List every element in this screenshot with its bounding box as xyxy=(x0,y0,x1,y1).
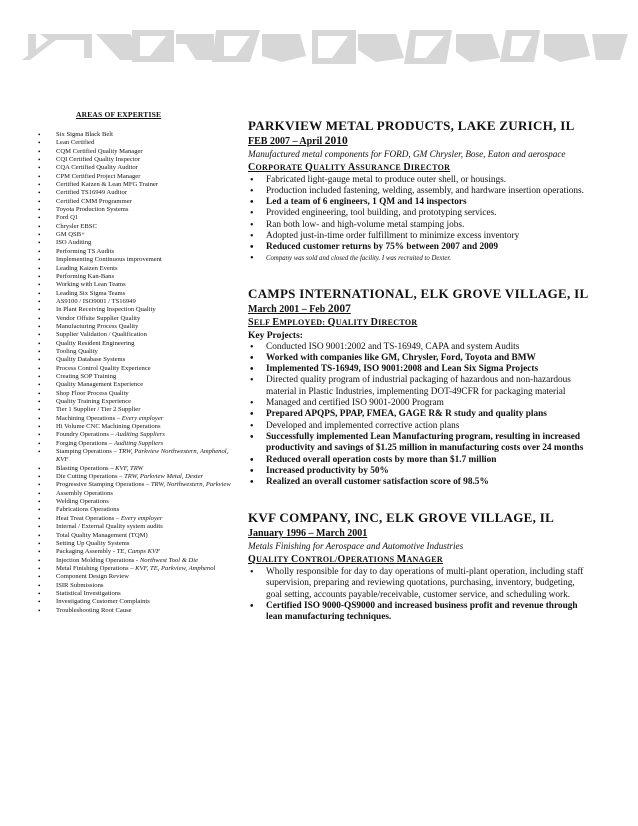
skill-item xyxy=(36,198,234,206)
employment-dates xyxy=(248,303,584,316)
skill-text: CQA Certified Quality Auditor xyxy=(56,164,138,172)
skill-text: ISIR Submissions xyxy=(56,581,104,589)
job-title-part: S xyxy=(248,316,254,328)
skill-item xyxy=(36,415,234,423)
job-title-part: SSURANCE xyxy=(355,162,404,172)
skill-employers: KVF, TE, Parkview, Amphenol xyxy=(135,564,216,572)
job-title-part: O xyxy=(337,553,346,565)
skill-text: Welding Operations xyxy=(56,498,109,506)
skill-text: Ford Q1 xyxy=(56,214,79,222)
skill-item xyxy=(36,365,234,373)
skill-employers: TRW, Parkview Metal, Dexter xyxy=(124,473,204,481)
header-banner-graphic xyxy=(0,0,638,85)
skill-item xyxy=(36,431,234,439)
job-title-part: E xyxy=(272,316,280,328)
skill-text: CQI Certified Quality Inspector xyxy=(56,156,141,164)
responsibility-item: • Directed quality program of industrial packaging of hazardous and non-hazardous material in Plastic Industries, implementing DOT-49CFR for packaging material xyxy=(248,375,584,398)
job-title-part: C xyxy=(291,553,299,565)
responsibility-item: • Managed and certified ISO 9001-2000 Program xyxy=(248,398,584,409)
job-title-part: ELF xyxy=(253,317,273,327)
skill-item xyxy=(36,390,234,398)
skill-item xyxy=(36,582,234,590)
responsibility-item: • Successfully implemented Lean Manufacturing program, resulting in increased productivity and savings of $1.25 million in manufacturing costs over 24 months xyxy=(248,432,584,455)
skill-text: Stamping Operations – xyxy=(56,448,119,456)
skill-item xyxy=(36,189,234,197)
skill-text: Working with Lean Teams xyxy=(56,281,126,289)
skill-employers: Northwest Tool & Die xyxy=(139,556,199,564)
skill-item xyxy=(36,231,234,239)
skill-item xyxy=(36,214,234,222)
skill-item xyxy=(36,323,234,331)
skill-employers: Every employer xyxy=(121,414,164,422)
responsibility-item: • Reduced overall operation costs by more than $1.7 million xyxy=(248,455,584,466)
skill-text: ISO Auditing xyxy=(56,239,92,247)
skill-item xyxy=(36,490,234,498)
skill-item xyxy=(36,573,234,581)
job-section xyxy=(248,118,584,264)
company-name: CAMPS INTERNATIONAL, ELK GROVE VILLAGE, IL xyxy=(248,285,589,301)
company-name: KVF COMPANY, INC, ELK GROVE VILLAGE, IL xyxy=(248,510,555,526)
skill-item xyxy=(36,598,234,606)
company-description: Metals Finishing for Aerospace and Automotive Industries xyxy=(248,541,464,552)
job-title-part: Q xyxy=(327,316,336,328)
skill-text: Forging Operations – xyxy=(56,439,114,447)
skill-text: Foundry Operations – xyxy=(56,431,116,439)
skill-item xyxy=(36,281,234,289)
skill-text: Injection Molding Operations - xyxy=(56,556,140,564)
skill-text: Quality Management Experience xyxy=(56,381,144,389)
skill-text: Performing Kan-Bans xyxy=(56,272,115,280)
job-title xyxy=(248,553,584,567)
employment-dates xyxy=(248,135,584,148)
skill-text: Supplier Validation / Qualification xyxy=(56,331,147,339)
responsibility-item: • Ran both low- and high-volume metal stamping jobs. xyxy=(248,220,584,231)
skill-text: Tooling Quality xyxy=(56,347,98,355)
job-title xyxy=(248,316,584,330)
skill-item xyxy=(36,406,234,414)
skill-text: Troubleshooting Root Cause xyxy=(56,606,132,614)
skill-item xyxy=(36,131,234,139)
date-end-year: 2007 xyxy=(327,302,351,315)
skill-text: Certified Kaizen & Lean MFG Trainer xyxy=(56,181,158,189)
skill-text: Packaging Assembly - xyxy=(56,548,117,556)
skill-item xyxy=(36,181,234,189)
date-range: FEB 2007 – April xyxy=(248,136,325,147)
skill-item xyxy=(36,206,234,214)
skill-item xyxy=(36,540,234,548)
responsibilities-list xyxy=(248,342,584,489)
skill-employers: Every employer xyxy=(120,514,163,522)
job-title-part: C xyxy=(248,161,256,173)
skill-text: Statistical Investigations xyxy=(56,589,121,597)
skill-text: Machining Operations – xyxy=(56,414,122,422)
job-title-part: UALITY xyxy=(313,162,348,172)
job-title-part: A xyxy=(348,161,356,173)
job-title-part: Q xyxy=(304,161,314,173)
job-title-part: UALITY xyxy=(335,317,371,327)
skill-text: Leading Six Sigma Teams xyxy=(56,289,126,297)
skill-text: Vendor Offsite Supplier Quality xyxy=(56,314,141,322)
skill-item xyxy=(36,523,234,531)
skills-list xyxy=(36,131,234,615)
skill-text: Toyota Production Systems xyxy=(56,206,129,214)
job-title-part: IRECTOR xyxy=(378,317,418,327)
responsibility-item: • Conducted ISO 9001:2002 and TS-16949, CAPA and system Audits xyxy=(248,342,584,353)
skill-text: Certified CMM Programmer xyxy=(56,197,132,205)
skill-text: Setting Up Quality Systems xyxy=(56,539,130,547)
skill-item xyxy=(36,481,234,489)
skill-item xyxy=(36,256,234,264)
skill-text: GM QSB+ xyxy=(56,231,85,239)
skill-text: Component Design Review xyxy=(56,573,129,581)
skill-item xyxy=(36,248,234,256)
responsibility-item: • Fabricated light-gauge metal to produce outer shell, or housings. xyxy=(248,175,584,186)
responsibilities-list xyxy=(248,175,584,264)
skill-text: Investigating Customer Complaints xyxy=(56,598,150,606)
skill-text: Quality Training Experience xyxy=(56,398,132,405)
skill-item xyxy=(36,340,234,348)
skill-item xyxy=(36,515,234,523)
job-title-part: IRECTOR xyxy=(410,162,451,172)
skill-item xyxy=(36,607,234,615)
skill-text: Performing TS Audits xyxy=(56,247,115,255)
skill-item xyxy=(36,156,234,164)
responsibility-item: • Reduced customer returns by 75% between 2007 and 2009 xyxy=(248,242,584,253)
date-end-year: 2010 xyxy=(324,135,348,147)
skill-item xyxy=(36,590,234,598)
responsibility-item: • Developed and implemented corrective action plans xyxy=(248,421,584,432)
skill-text: Process Control Quality Experience xyxy=(56,364,151,372)
skill-item xyxy=(36,348,234,356)
skill-item xyxy=(36,148,234,156)
responsibilities-list xyxy=(248,567,584,623)
skill-text: Implementing Continuous improvement xyxy=(56,256,162,264)
skill-text: AS9100 / ISO9001 / TS16949 xyxy=(56,297,136,305)
skill-text: Metal Finishing Operations – xyxy=(56,564,136,572)
skill-text: CPM Certified Project Manager xyxy=(56,172,141,180)
skill-item xyxy=(36,398,234,406)
skill-text: CQM Certified Quality Manager xyxy=(56,147,143,155)
key-projects-label: Key Projects: xyxy=(248,330,303,341)
skill-text: Creating SOP Training xyxy=(56,372,117,380)
job-title-part: M xyxy=(396,553,407,565)
job-title xyxy=(248,161,584,175)
company-description: Manufactured metal components for FORD, GM Chrysler, Bose, Eaton and aerospace xyxy=(248,149,566,159)
responsibility-item: • Prepared APQPS, PPAP, FMEA, GAGE R& R study and quality plans xyxy=(248,409,584,420)
areas-of-expertise-column xyxy=(36,110,234,615)
responsibility-item: • Adopted just-in-time order fulfillment to minimize excess inventory xyxy=(248,231,584,242)
responsibility-item: • Implemented TS-16949, ISO 9001:2008 and Lean Six Sigma Projects xyxy=(248,364,584,375)
skill-item xyxy=(36,548,234,556)
skill-item xyxy=(36,473,234,481)
skill-item xyxy=(36,565,234,573)
skill-item xyxy=(36,273,234,281)
job-title-part: ONTROL/ xyxy=(298,554,338,564)
skill-item xyxy=(36,373,234,381)
skill-employers: TRW, Parkview Northwestern, Amphenol, KVF xyxy=(56,448,229,464)
skill-item xyxy=(36,265,234,273)
skill-text: Leading Kaizen Events xyxy=(56,264,118,272)
responsibility-item: • Wholly responsible for day to day operations of multi-plant operation, including staff supervision, preparing and reviewing quotations, purchasing, inventory, budgeting, goal setting, accounts payable/receivable, customer service, and scheduling work. xyxy=(248,567,584,601)
skill-item xyxy=(36,331,234,339)
responsibility-item: • Provided engineering, tool building, and prototyping services. xyxy=(248,208,584,219)
skill-item xyxy=(36,381,234,389)
skill-text: Assembly Operations xyxy=(56,489,113,497)
skill-item xyxy=(36,423,234,431)
skill-item xyxy=(36,315,234,323)
job-title-part: Q xyxy=(248,553,257,565)
skill-text: Chrysler EBSC xyxy=(56,222,97,230)
skill-item xyxy=(36,532,234,540)
skill-text: Manufacturing Process Quality xyxy=(56,322,139,330)
skill-item xyxy=(36,173,234,181)
responsibility-item: • Company was sold and closed the facility. I was recruited to Dexter. xyxy=(248,254,584,264)
skill-item xyxy=(36,239,234,247)
skill-item xyxy=(36,498,234,506)
skill-text: Hi Volume CNC Machining Operations xyxy=(56,423,161,431)
skill-employers: TE, Camps KVF xyxy=(116,548,161,556)
employment-dates xyxy=(248,527,584,540)
responsibility-item: • Worked with companies like GM, Chrysler, Ford, Toyota and BMW xyxy=(248,353,584,364)
skill-text: Certified TS16949 Auditor xyxy=(56,189,127,197)
skill-item xyxy=(36,356,234,364)
responsibility-item: • Led a team of 6 engineers, 1 QM and 14 inspectors xyxy=(248,197,584,208)
skill-text: Quality Database Systems xyxy=(56,356,126,364)
skill-item xyxy=(36,290,234,298)
experience-column xyxy=(248,118,589,623)
job-title-part: MPLOYED: xyxy=(279,317,328,327)
job-section xyxy=(248,510,584,623)
skill-text: Internal / External Quality system audits xyxy=(56,523,163,531)
skill-text: Tier 1 Supplier / Tier 2 Supplier xyxy=(56,406,141,414)
responsibility-item: • Increased productivity by 50% xyxy=(248,466,584,477)
job-title-part: D xyxy=(403,161,411,173)
responsibility-item: • Realized an overall customer satisfaction score of 98.5% xyxy=(248,477,584,488)
company-name: PARKVIEW METAL PRODUCTS, LAKE ZURICH, IL xyxy=(248,118,575,133)
skill-text: Lean Certified xyxy=(56,139,95,147)
skill-text: Six Sigma Black Belt xyxy=(56,131,113,138)
skill-text: Die Cutting Operations – xyxy=(56,473,125,481)
skill-item xyxy=(36,557,234,565)
date-range: March 2001 – Feb xyxy=(248,303,328,315)
skill-text: Fabrications Operations xyxy=(56,506,120,514)
skill-item xyxy=(36,306,234,314)
skill-text: In Plant Receiving Inspection Quality xyxy=(56,306,156,314)
skill-employers: TRW, Northwestern, Parkview xyxy=(150,481,231,489)
skill-item xyxy=(36,465,234,473)
skill-text: Total Quality Management (TQM) xyxy=(56,531,148,539)
skill-item xyxy=(36,164,234,172)
skill-text: Shop Floor Process Quality xyxy=(56,389,129,397)
skill-employers: Auditing Suppliers xyxy=(115,431,165,439)
job-section xyxy=(248,285,589,489)
skill-item xyxy=(36,139,234,147)
skill-item xyxy=(36,506,234,514)
skill-employers: Auditing Suppliers xyxy=(113,439,164,447)
skill-text: Quality Resident Engineering xyxy=(56,339,135,347)
job-title-part: UALITY xyxy=(256,554,292,564)
skill-item xyxy=(36,440,234,448)
skill-text: Blasting Operations – xyxy=(56,464,116,472)
skill-text: Heat Treat Operations – xyxy=(56,514,121,522)
skill-item xyxy=(36,448,234,465)
skill-item xyxy=(36,298,234,306)
skill-text: Progressive Stamping Operations – xyxy=(56,481,151,489)
skill-item xyxy=(36,223,234,231)
job-title-part: ORPORATE xyxy=(255,162,305,172)
date-range: January 1996 – March 2001 xyxy=(248,528,368,540)
responsibility-item: • Production included fastening, welding, assembly, and hardware insertion operations. xyxy=(248,186,584,197)
job-title-part: ANAGER xyxy=(406,554,443,564)
responsibility-item: • Certified ISO 9000-QS9000 and increased business profit and revenue through lean manufacturing techniques. xyxy=(248,601,584,624)
skill-employers: KVF, TRW xyxy=(115,464,144,472)
areas-of-expertise-heading: AREAS OF EXPERTISE xyxy=(76,110,162,119)
job-title-part: PERATIONS xyxy=(345,554,397,564)
job-title-part: D xyxy=(370,316,379,328)
